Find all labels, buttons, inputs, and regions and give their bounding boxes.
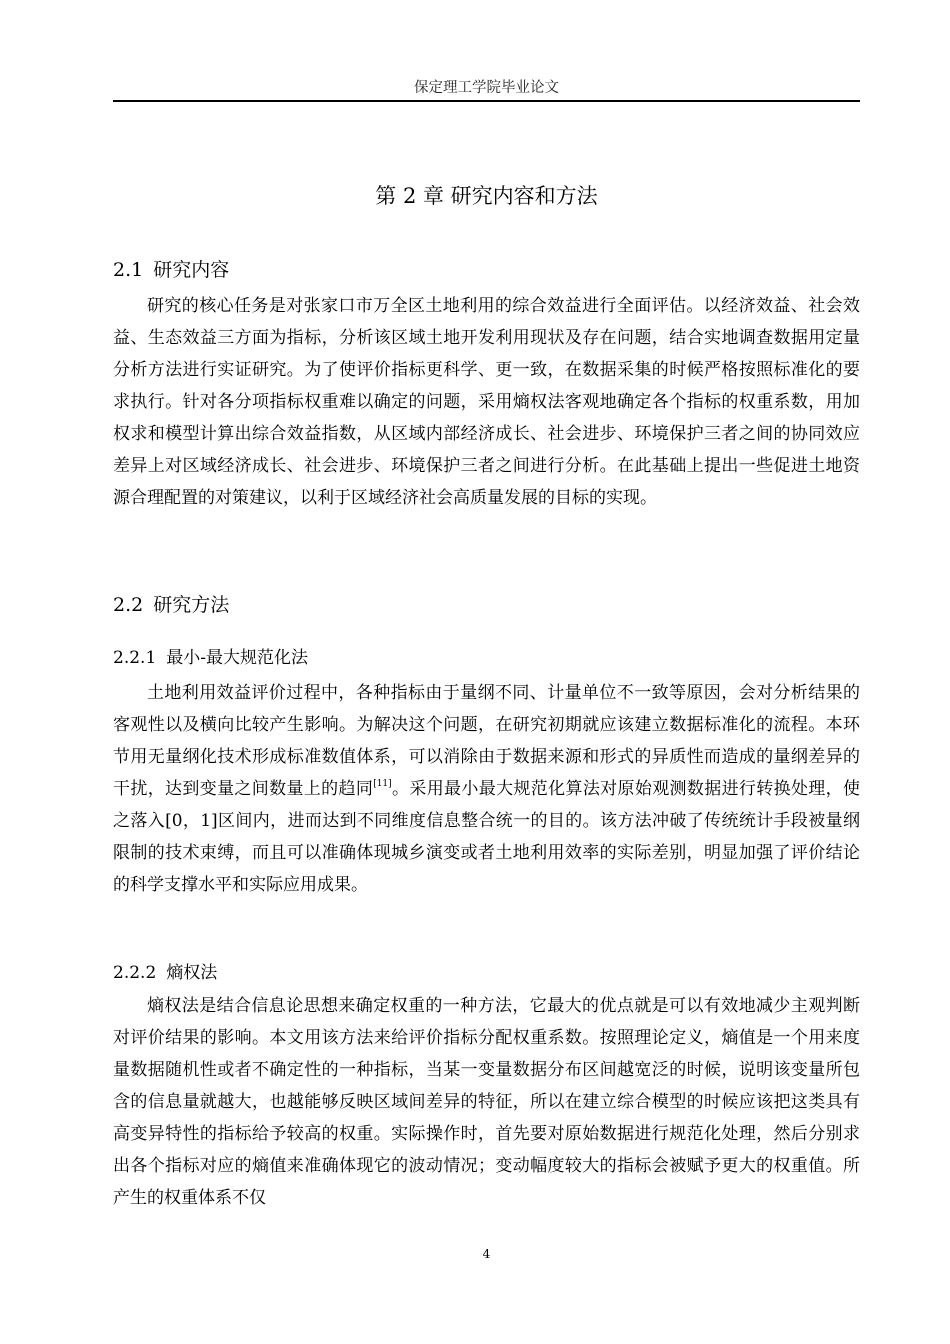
section-title: 研究方法 [153, 594, 230, 616]
header-rule [113, 100, 860, 102]
citation-reference: [11] [373, 779, 392, 789]
subsection-number: 2.2.1 [113, 648, 157, 668]
subsection-number: 2.2.2 [113, 963, 157, 983]
section-number: 2.2 [113, 594, 144, 616]
paragraph-text: 。采用最小最大规范化算法对原始观测数据进行转换处理，使之落入[0，1]区间内，进而达到不同维度信息整合统一的目的。该方法冲破了传统统计手段被量纲限制的技术束缚，而且可以准确体现城乡演变或者土地利用效率的实际差别，明显加强了评价结论的科学支撑水平和实际应用成果。 [113, 779, 861, 895]
section-number: 2.1 [113, 259, 144, 281]
subsection-2-2-2-paragraph: 熵权法是结合信息论思想来确定权重的一种方法，它最大的优点就是可以有效地减少主观判断对评价结果的影响。本文用该方法来给评价指标分配权重系数。按照理论定义，熵值是一个用来度量数据随机性或者不确定性的一种指标，当某一变量数据分布区间越宽泛的时候，说明该变量所包含的信息量就越大，也越能够反映区域间差异的特征，所以在建立综合模型的时候应该把这类具有高变异特性的指标给予较高的权重。实际操作时，首先要对原始数据进行规范化处理，然后分别求出各个指标对应的熵值来准确体现它的波动情况；变动幅度较大的指标会被赋予更大的权重值。所产生的权重体系不仅 [113, 996, 860, 1208]
subsection-title: 熵权法 [166, 963, 218, 983]
section-heading-2-2 [113, 590, 229, 617]
page-header: 保定理工学院毕业论文 [414, 80, 559, 96]
subsection-title: 最小-最大规范化法 [166, 648, 309, 668]
section-title: 研究内容 [153, 259, 230, 281]
page-number: 4 [482, 1247, 491, 1261]
subsection-heading-2-2-2 [113, 958, 217, 983]
section-heading-2-1 [113, 255, 229, 282]
subsection-2-2-1-paragraph [113, 677, 860, 901]
chapter-title: 第 2 章 研究内容和方法 [375, 184, 598, 208]
section-2-1-paragraph: 研究的核心任务是对张家口市万全区土地利用的综合效益进行全面评估。以经济效益、社会效益、生态效益三方面为指标，分析该区域土地开发利用现状及存在问题，结合实地调查数据用定量分析方法进行实证研究。为了使评价指标更科学、更一致，在数据采集的时候严格按照标准化的要求执行。针对各分项指标权重难以确定的问题，采用熵权法客观地确定各个指标的权重系数，用加权求和模型计算出综合效益指数，从区域内部经济成长、社会进步、环境保护三者之间的协同效应差异上对区域经济成长、社会进步、环境保护三者之间进行分析。在此基础上提出一些促进土地资源合理配置的对策建议，以利于区域经济社会高质量发展的目标的实现。 [113, 296, 860, 508]
subsection-heading-2-2-1 [113, 643, 308, 668]
paragraph-text: 土地利用效益评价过程中，各种指标由于量纲不同、计量单位不一致等原因，会对分析结果的客观性以及横向比较产生影响。为解决这个问题，在研究初期就应该建立数据标准化的流程。本环节用无量纲化技术形成标准数值体系，可以消除由于数据来源和形式的异质性而造成的量纲差异的干扰，达到变量之间数量上的趋同 [113, 683, 860, 799]
